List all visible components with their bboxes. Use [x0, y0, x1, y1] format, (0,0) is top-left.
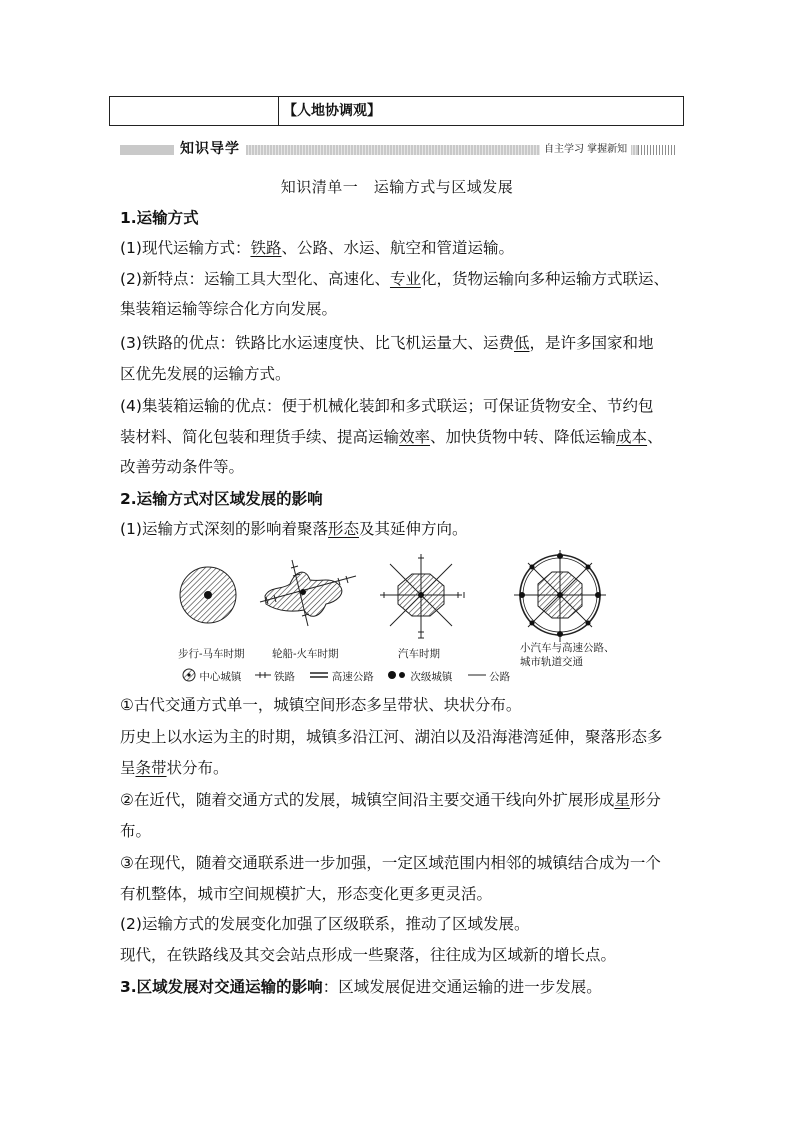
blank-answer: 效率: [399, 428, 431, 446]
s2-point-2-cont: 布。: [120, 822, 152, 840]
secondary-town-icon: [387, 670, 407, 683]
header-table-title: 【人地协调观】: [283, 103, 381, 119]
caption-modern-era-1: 小汽车与高速公路、: [520, 642, 615, 654]
s1-paragraph-3: (3)铁路的优点：铁路比水运速度快、比飞机运量大、运费低，是许多国家和地: [120, 334, 654, 352]
section-3-title: 3.区域发展对交通运输的影响: [120, 978, 323, 996]
s2-point-3-cont: 有机整体，城市空间规模扩大，形态变化更多更灵活。: [120, 885, 493, 903]
ship-train-era-diagram: [260, 560, 356, 626]
s1-paragraph-2: (2)新特点：运输工具大型化、高速化、专业化，货物运输向多种运输方式联运、: [120, 270, 669, 288]
s1-paragraph-4: (4)集装箱运输的优点：便于机械化装卸和多式联运；可保证货物安全、节约包: [120, 397, 654, 415]
s1-paragraph-2-cont: 集装箱运输等综合化方向发展。: [120, 300, 338, 318]
s2-point-3: ③在现代，随着交通联系进一步加强，一定区域范围内相邻的城镇结合成为一个: [120, 854, 661, 872]
s1-paragraph-3-cont: 区优先发展的运输方式。: [120, 365, 291, 383]
banner-tagline: 自主学习 掌握新知: [540, 140, 631, 160]
caption-automobile-era: 汽车时期: [398, 648, 440, 660]
blank-answer: 成本: [616, 428, 648, 446]
page-heading: 知识清单一 运输方式与区域发展: [280, 178, 514, 196]
s2-paragraph-2: (2)运输方式的发展变化加强了区级联系，推动了区域发展。: [120, 915, 530, 933]
legend-central-town: 中心城镇: [199, 671, 242, 683]
diagram-legend: [182, 668, 510, 685]
blank-answer: 星: [614, 791, 630, 809]
banner-stripes: [638, 145, 676, 155]
road-icon: [468, 670, 486, 683]
s1-paragraph-4-cont: 装材料、简化包装和理货手续、提高运输效率、加快货物中转、降低运输成本、: [120, 428, 663, 446]
s2-paragraph-1: (1)运输方式深刻的影响着聚落形态及其延伸方向。: [120, 520, 468, 538]
modern-era-diagram: [514, 550, 606, 642]
section-3: [120, 976, 602, 998]
section-banner: [120, 143, 676, 157]
header-table-empty-cell: [110, 97, 279, 125]
blank-answer: 专业: [389, 270, 421, 288]
s2-point-1-detail: 历史上以水运为主的时期，城镇多沿江河、湖泊以及沿海港湾延伸，聚落形态多: [120, 728, 663, 746]
caption-modern-era-2: 城市轨道交通: [520, 656, 583, 668]
s2-point-2: ②在近代，随着交通方式的发展，城镇空间沿主要交通干线向外扩展形成星形分: [120, 791, 661, 809]
s2-point-1: ①古代交通方式单一，城镇空间形态多呈带状、块状分布。: [120, 696, 522, 714]
banner-section-title: 知识导学: [178, 139, 246, 159]
blank-answer: 形态: [327, 520, 359, 538]
legend-expressway: 高速公路: [331, 671, 374, 683]
header-table: [109, 96, 684, 126]
caption-walking-era: 步行-马车时期: [178, 648, 245, 660]
expressway-icon: [310, 670, 328, 683]
legend-secondary-town: 次级城镇: [410, 671, 453, 683]
legend-railway: 铁路: [274, 671, 296, 683]
blank-answer: 低: [513, 334, 530, 352]
banner-bar-left: [120, 145, 174, 155]
s2-point-1-detail-cont: 呈条带状分布。: [120, 759, 229, 777]
blank-answer: 条带: [135, 759, 167, 777]
s1-paragraph-1: (1)现代运输方式：铁路、公路、水运、航空和管道运输。: [120, 239, 514, 257]
caption-ship-train-era: 轮船-火车时期: [272, 648, 339, 660]
railway-icon: [255, 670, 271, 683]
automobile-era-diagram: [380, 554, 464, 638]
section-1-title: 1.运输方式: [120, 209, 199, 227]
central-town-icon: [182, 668, 196, 685]
walking-era-diagram: [180, 567, 236, 623]
section-3-text: ：区域发展促进交通运输的进一步发展。: [322, 978, 602, 996]
s1-paragraph-4-end: 改善劳动条件等。: [120, 458, 245, 476]
blank-answer: 铁路: [250, 239, 282, 257]
legend-road: 公路: [489, 671, 511, 683]
s2-paragraph-2-cont: 现代，在铁路线及其交会站点形成一些聚落，往往成为区域新的增长点。: [120, 946, 617, 964]
section-2-title: 2.运输方式对区域发展的影响: [120, 490, 323, 508]
